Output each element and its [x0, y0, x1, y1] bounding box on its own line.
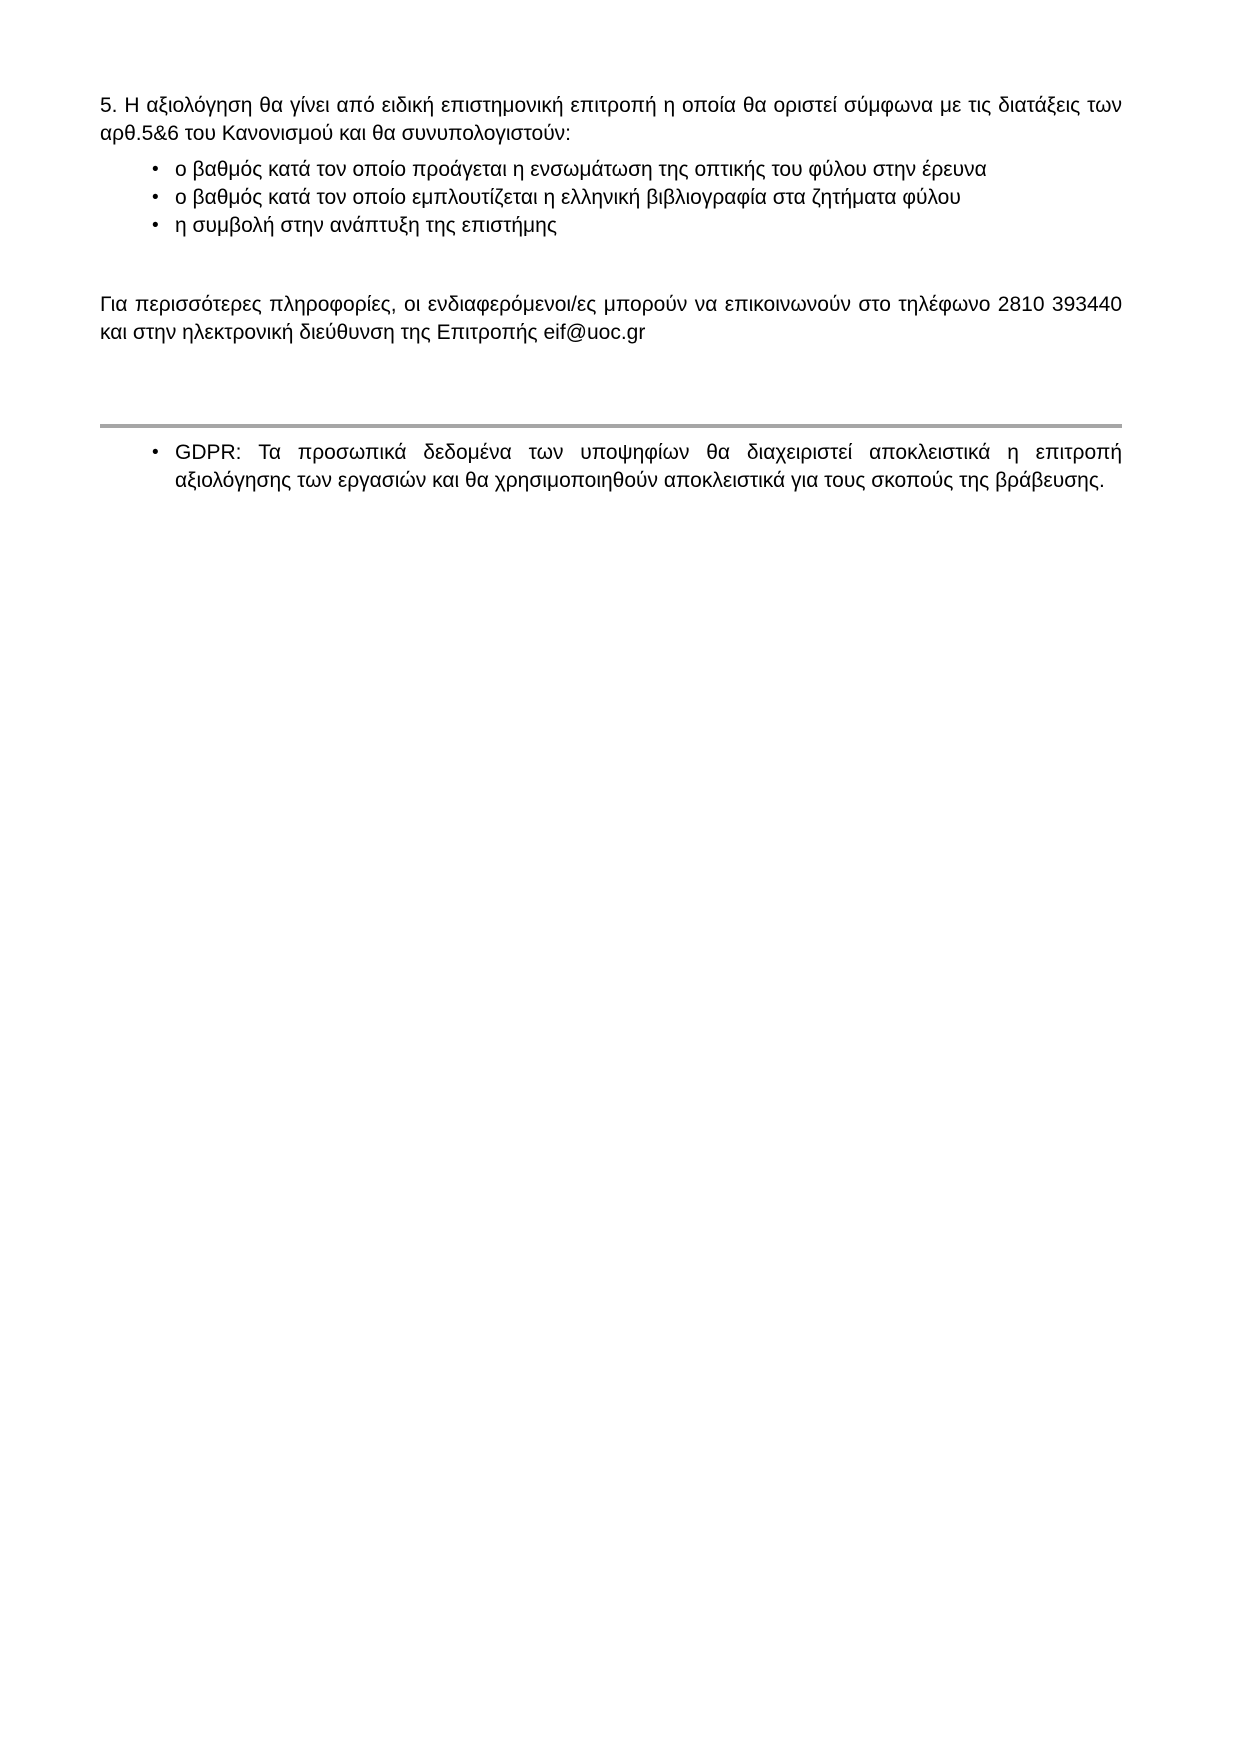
bullet-icon: •	[152, 159, 159, 180]
bullet-icon: •	[152, 442, 159, 463]
document-body	[100, 92, 1122, 495]
bullet-icon: •	[152, 215, 159, 236]
gdpr-note-text: GDPR: Τα προσωπικά δεδομένα των υποψηφίων θα διαχειριστεί αποκλειστικά η επιτροπή αξιολόγησης των εργασιών και θα χρησιμοποιηθούν αποκλειστικά για τους σκοπούς της βράβευσης.	[175, 441, 1122, 492]
list-item	[100, 439, 1122, 495]
list-item	[100, 212, 1122, 240]
list-item	[100, 156, 1122, 184]
section-divider	[100, 424, 1122, 428]
criteria-list	[100, 156, 1122, 240]
paragraph-contact: Για περισσότερες πληροφορίες, οι ενδιαφερόμενοι/ες μπορούν να επικοινωνούν στο τηλέφωνο 2810 393440 και στην ηλεκτρονική διεύθυνση της Επιτροπής eif@uoc.gr	[100, 293, 1122, 344]
criteria-item-text: ο βαθμός κατά τον οποίο εμπλουτίζεται η ελληνική βιβλιογραφία στα ζητήματα φύλου	[175, 186, 961, 209]
gdpr-list	[100, 439, 1122, 495]
bullet-icon: •	[152, 187, 159, 208]
criteria-item-text: ο βαθμός κατά τον οποίο προάγεται η ενσωμάτωση της οπτικής του φύλου στην έρευνα	[175, 158, 987, 181]
paragraph-evaluation: 5. Η αξιολόγηση θα γίνει από ειδική επιστημονική επιτροπή η οποία θα οριστεί σύμφωνα με τις διατάξεις των αρθ.5&6 του Κανονισμού και θα συνυπολογιστούν:	[100, 94, 1122, 145]
criteria-item-text: η συμβολή στην ανάπτυξη της επιστήμης	[175, 214, 557, 237]
list-item	[100, 184, 1122, 212]
